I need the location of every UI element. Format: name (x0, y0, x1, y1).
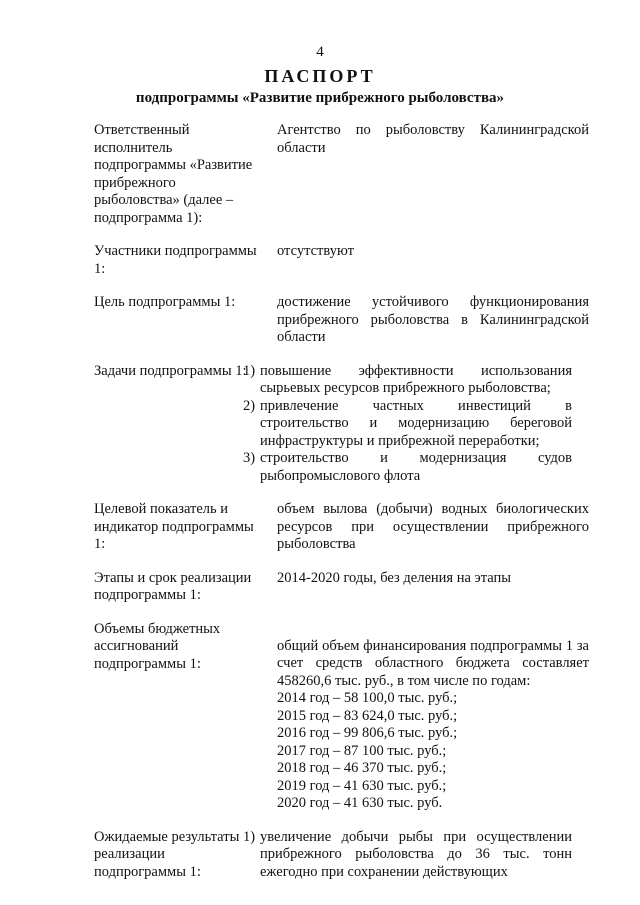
list-item (243, 450, 572, 485)
row-content: Агентство по рыболовству Калининградской области (277, 122, 589, 156)
row-content: объем вылова (добычи) водных биологических ресурсов при осуществлении прибрежного рыболовства (277, 501, 589, 552)
row-label: Цель подпрограммы 1: (94, 294, 236, 310)
document-subtitle: подпрограммы «Развитие прибрежного рыболовства» (135, 90, 505, 106)
budget-year-line: 2015 год – 83 624,0 тыс. руб.; (277, 707, 458, 724)
row-label: Ожидаемые результаты реализации подпрограммы 1: (94, 828, 240, 880)
row-label: Участники подпрограммы 1: (94, 243, 257, 277)
list-item (243, 363, 572, 398)
row-expected-results (94, 829, 589, 882)
row-budget (94, 621, 589, 813)
passport-table (94, 122, 589, 897)
list-item (243, 398, 572, 451)
row-label: Целевой показатель и индикатор подпрограммы 1: (94, 501, 254, 552)
document-title: ПАСПОРТ (264, 66, 376, 86)
list-item-text: строительство и модернизация судов рыбопромыслового флота (260, 450, 572, 484)
row-goal (94, 294, 589, 347)
budget-year-line: 2014 год – 58 100,0 тыс. руб.; (277, 690, 458, 706)
list-item-text: увеличение добычи рыбы при осуществлении прибрежного рыболовства до 36 тыс. тонн ежегодно при сохранении действующих (260, 828, 572, 880)
budget-year-line: 2019 год – 41 630 тыс. руб.; (277, 777, 447, 794)
budget-summary: общий объем финансирования подпрограммы 1 за счет средств областного бюджета составляет 458260,6 тыс. руб., в том числе по годам: (277, 637, 589, 689)
row-target-indicator (94, 501, 589, 554)
budget-year-line: 2017 год – 87 100 тыс. руб.; (277, 742, 447, 759)
budget-year-line: 2018 год – 46 370 тыс. руб.; (277, 760, 447, 776)
row-content: 2014-2020 годы, без деления на этапы (277, 569, 511, 586)
list-item-text: повышение эффективности использования сырьевых ресурсов прибрежного рыболовства; (260, 362, 572, 396)
list-item-number: 2) (243, 397, 256, 414)
list-item-number: 3) (243, 450, 256, 466)
budget-content (277, 621, 589, 813)
row-label: Ответственный исполнитель подпрограммы «Развитие прибрежного рыболовства» (далее – подпрограмма 1): (94, 122, 253, 226)
row-stages-term (94, 570, 589, 605)
budget-year-line: 2016 год – 99 806,6 тыс. руб.; (277, 725, 458, 741)
list-item-text: привлечение частных инвестиций в строительство и модернизацию береговой инфраструктуры и прибрежной переработки; (260, 397, 572, 449)
task-list (243, 363, 572, 486)
budget-year-line: 2020 год – 41 630 тыс. руб. (277, 795, 443, 811)
page-number: 4 (316, 44, 324, 60)
row-content: достижение устойчивого функционирования прибрежного рыболовства в Калининградской области (277, 294, 589, 345)
row-label: Задачи подпрограммы 1: (94, 362, 247, 379)
row-label: Этапы и срок реализации подпрограммы 1: (94, 569, 252, 603)
list-item-number: 1) (243, 362, 256, 379)
list-item-number: 1) (243, 828, 256, 845)
results-list (243, 829, 572, 882)
row-tasks (94, 363, 589, 486)
row-participants (94, 243, 589, 278)
list-item (243, 829, 572, 882)
row-content: отсутствуют (277, 243, 354, 259)
row-label: Объемы бюджетных ассигнований подпрограммы 1: (94, 620, 221, 672)
row-responsible-executor (94, 122, 589, 227)
